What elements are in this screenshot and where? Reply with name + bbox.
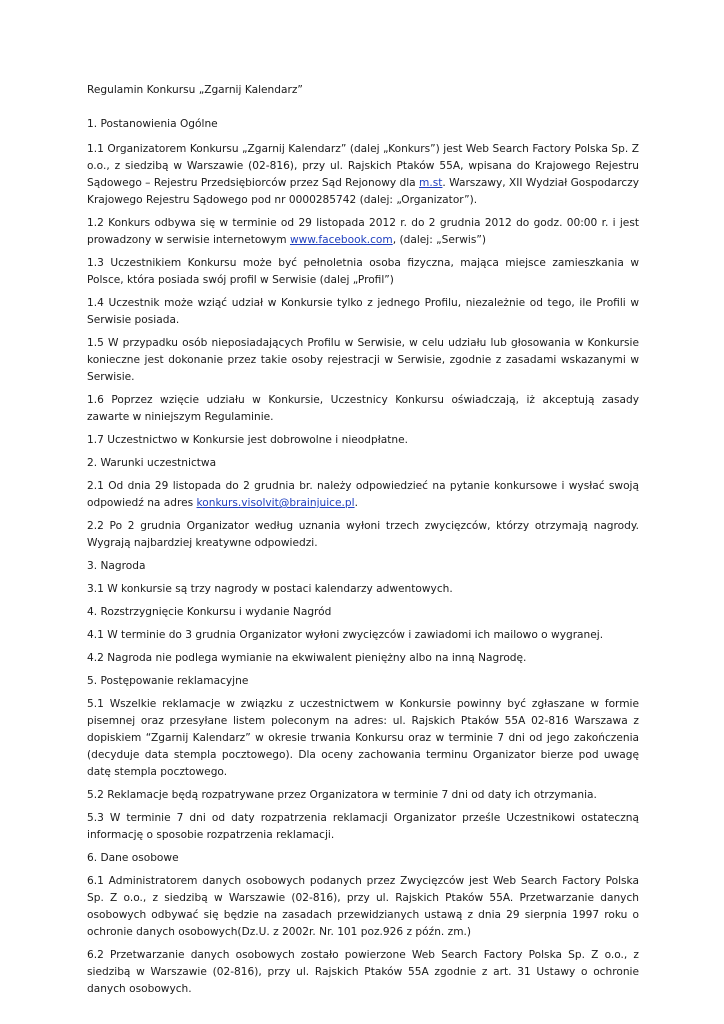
- paragraph-4-1: 4.1 W terminie do 3 grudnia Organizator wyłoni zwycięzców i zawiadomi ich mailowo o wygranej.: [87, 629, 604, 641]
- section-4-heading: 4. Rozstrzygnięcie Konkursu i wydanie Nagród: [87, 606, 332, 618]
- paragraph-5-1: 5.1 Wszelkie reklamacje w związku z uczestnictwem w Konkursie powinny być zgłaszane w formie pisemnej oraz przesyłane listem poleconym na adres: ul. Rajskich Ptaków 55A 02-816 Warszawa z dopiskiem “Zgarnij Kalendarz” w okresie trwania Konkursu oraz w terminie 7 dni od jego zakończenia (decyduje data stempla pocztowego). Dla oceny zachowania terminu Organizator bierze pod uwagę datę stempla pocztowego.: [87, 698, 639, 778]
- mst-link[interactable]: m.st: [419, 177, 443, 189]
- paragraph-1-1: [87, 141, 639, 209]
- paragraph-6-1: 6.1 Administratorem danych osobowych podanych przez Zwycięzców jest Web Search Factory Polska Sp. Z o.o., z siedzibą w Warszawie (02-816), przy ul. Rajskich Ptaków 55A. Przetwarzanie danych osobowych odbywać się będzie na zasadach przewidzianych ustawą z dnia 29 sierpnia 1997 roku o ochronie danych osobowych(Dz.U. z 2002r. Nr. 101 poz.926 z późn. zm.): [87, 875, 639, 938]
- paragraph-6-2: 6.2 Przetwarzanie danych osobowych zostało powierzone Web Search Factory Polska Sp. Z o.o., z siedzibą w Warszawie (02-816), przy ul. Rajskich Ptaków 55A zgodnie z art. 31 Ustawy o ochronie danych osobowych.: [87, 949, 639, 995]
- paragraph-2-2: 2.2 Po 2 grudnia Organizator według uznania wyłoni trzech zwycięzców, którzy otrzymają nagrody. Wygrają najbardziej kreatywne odpowiedzi.: [87, 520, 639, 549]
- paragraph-2-1-text-b: .: [354, 497, 358, 509]
- document-body: [87, 82, 639, 1004]
- paragraph-1-7: 1.7 Uczestnictwo w Konkursie jest dobrowolne i nieodpłatne.: [87, 434, 408, 446]
- paragraph-1-5: 1.5 W przypadku osób nieposiadających Profilu w Serwisie, w celu udziału lub głosowania w Konkursie konieczne jest dokonanie przez takie osoby rejestracji w Serwisie, zgodnie z zasadami wskazanymi w Serwisie.: [87, 337, 639, 383]
- paragraph-1-4: 1.4 Uczestnik może wziąć udział w Konkursie tylko z jednego Profilu, niezależnie od tego, ile Profili w Serwisie posiada.: [87, 297, 639, 326]
- section-3-heading: 3. Nagroda: [87, 560, 146, 572]
- email-link[interactable]: konkurs.visolvit@brainjuice.pl: [196, 497, 355, 509]
- paragraph-5-2: 5.2 Reklamacje będą rozpatrywane przez Organizatora w terminie 7 dni od daty ich otrzymania.: [87, 789, 597, 801]
- paragraph-1-6: 1.6 Poprzez wzięcie udziału w Konkursie, Uczestnicy Konkursu oświadczają, iż akceptują zasady zawarte w niniejszym Regulaminie.: [87, 394, 639, 423]
- section-1-heading: 1. Postanowienia Ogólne: [87, 118, 218, 130]
- paragraph-1-2-text-b: , (dalej: „Serwis”): [392, 234, 487, 246]
- paragraph-4-2: 4.2 Nagroda nie podlega wymianie na ekwiwalent pieniężny albo na inną Nagrodę.: [87, 652, 527, 664]
- paragraph-5-3: 5.3 W terminie 7 dni od daty rozpatrzenia reklamacji Organizator prześle Uczestnikowi ostateczną informację o sposobie rozpatrzenia reklamacji.: [87, 812, 639, 841]
- facebook-link[interactable]: www.facebook.com: [289, 234, 393, 246]
- paragraph-1-3: 1.3 Uczestnikiem Konkursu może być pełnoletnia osoba fizyczna, mająca miejsce zamieszkania w Polsce, która posiada swój profil w Serwisie (dalej „Profil”): [87, 257, 639, 286]
- document-title: Regulamin Konkursu „Zgarnij Kalendarz”: [87, 84, 303, 96]
- paragraph-2-1: [87, 478, 639, 512]
- paragraph-1-2: [87, 215, 639, 249]
- section-6-heading: 6. Dane osobowe: [87, 852, 179, 864]
- paragraph-1-1-text-b: . Warszawy, XII Wydział Gospodarczy Krajowego Rejestru Sądowego pod nr 0000285742 (dalej: „Organizator”).: [87, 177, 639, 206]
- section-2-heading: 2. Warunki uczestnictwa: [87, 457, 217, 469]
- paragraph-2-1-text-a: 2.1 Od dnia 29 listopada do 2 grudnia br. należy odpowiedzieć na pytanie konkursowe i wysłać swoją odpowiedź na adres: [87, 480, 639, 509]
- paragraph-3-1: 3.1 W konkursie są trzy nagrody w postaci kalendarzy adwentowych.: [87, 583, 453, 595]
- paragraph-1-2-text-a: 1.2 Konkurs odbywa się w terminie od 29 listopada 2012 r. do 2 grudnia 2012 do godz. 00:00 r. i jest prowadzony w serwisie internetowym: [87, 217, 639, 246]
- paragraph-1-1-text-a: 1.1 Organizatorem Konkursu „Zgarnij Kalendarz” (dalej „Konkurs”) jest Web Search Factory Polska Sp. Z o.o., z siedzibą w Warszawie (02-816), przy ul. Rajskich Ptaków 55A, wpisana do Krajowego Rejestru Sądowego – Rejestru Przedsiębiorców przez Sąd Rejonowy dla: [87, 143, 639, 189]
- section-5-heading: 5. Postępowanie reklamacyjne: [87, 675, 249, 687]
